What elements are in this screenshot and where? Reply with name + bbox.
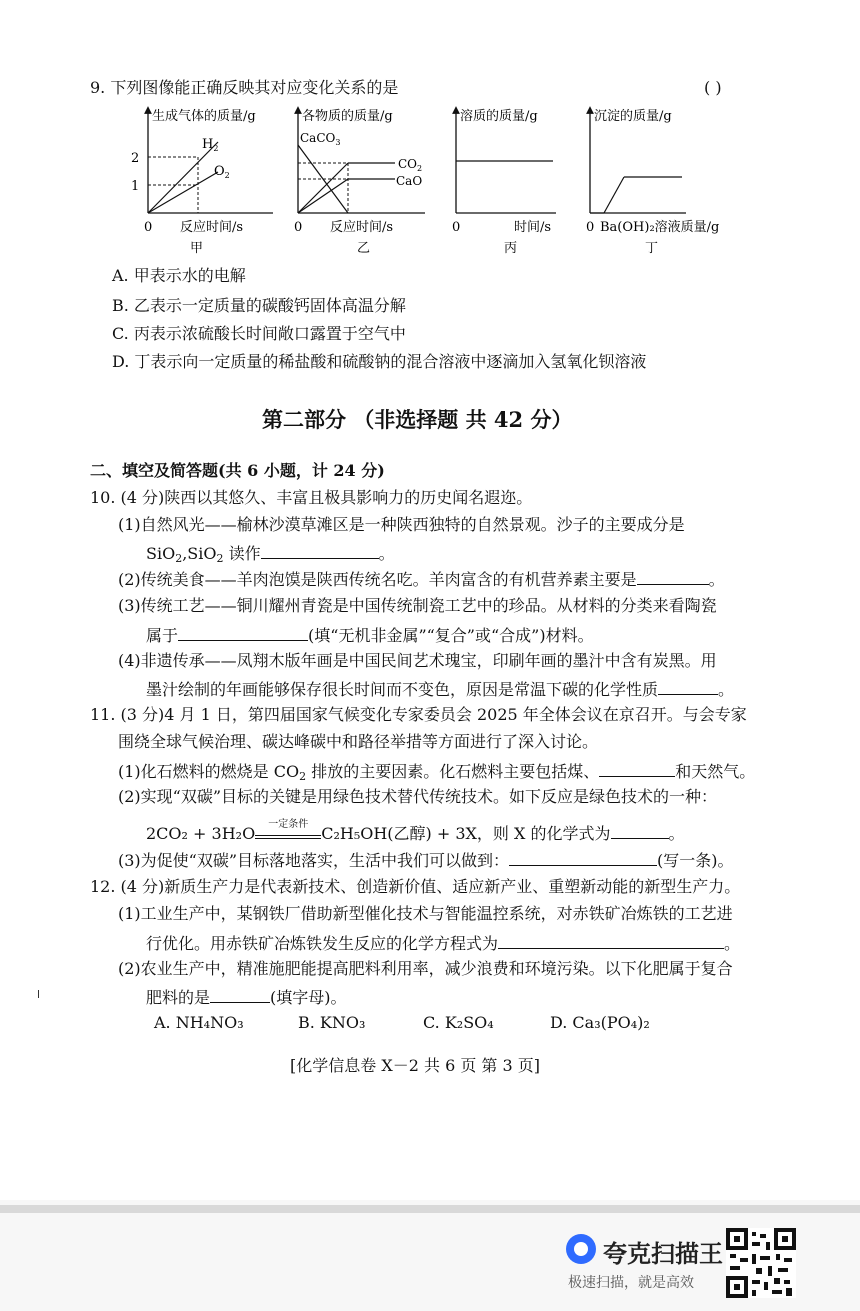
q11-part1: (1)化石燃料的燃烧是 $CO_2$ 排放的主要因素。化石燃料主要包括煤、 和天然气。	[118, 762, 756, 783]
qr-code-icon	[726, 1228, 796, 1298]
q11-part2: (2)实现“双碳”目标的关键是用绿色技术替代传统技术。如下反应是绿色技术的一种：	[118, 787, 718, 806]
q12-option-d: D. Ca₃(PO₄)₂	[550, 1013, 650, 1032]
q12-option-c: C. K₂SO₄	[423, 1013, 494, 1032]
graph-jia-tick-1: 1	[131, 179, 140, 194]
graph-bing-ylabel: 溶质的质量/g	[460, 109, 538, 124]
graph-ding	[576, 100, 746, 260]
scanner-slogan: 极速扫描，就是高效	[568, 1275, 694, 1291]
graph-yi-name: 乙	[357, 241, 371, 256]
graph-jia-name: 甲	[190, 241, 204, 256]
q10-1-answer-blank[interactable]	[261, 542, 379, 559]
scanner-brand: 夸克扫描王	[603, 1240, 723, 1268]
graph-jia	[128, 100, 298, 260]
q9-option-b: B. 乙表示一定质量的碳酸钙固体高温分解	[112, 296, 406, 315]
q11-1-answer-blank[interactable]	[599, 760, 675, 777]
scanner-divider	[0, 1205, 860, 1213]
q12-1-answer-blank[interactable]	[498, 932, 724, 949]
graph-bing	[438, 100, 578, 260]
graph-jia-tick-2: 2	[131, 151, 140, 166]
q12-option-b: B. KNO₃	[298, 1013, 366, 1032]
q10-stem: 10. (4 分)陕西以其悠久、丰富且极具影响力的历史闻名遐迩。	[90, 488, 533, 507]
q12-part2: (2)农业生产中，精准施肥能提高肥料利用率，减少浪费和环境污染。以下化肥属于复合	[118, 959, 733, 978]
q10-part1: (1)自然风光——榆林沙漠草滩区是一种陕西独特的自然景观。沙子的主要成分是	[118, 515, 685, 534]
q10-part1-cont: SiO$_2$,SiO$_2$ 读作 。	[146, 544, 395, 565]
q12-stem: 12. (4 分)新质生产力是代表新技术、创造新价值、适应新产业、重塑新动能的新型生产力。	[90, 877, 741, 896]
graph-ding-origin: 0	[586, 220, 595, 235]
q9-option-a: A. 甲表示水的电解	[112, 266, 246, 285]
q9-stem: 9. 下列图像能正确反映其对应变化关系的是	[90, 78, 399, 97]
q10-part2: (2)传统美食——羊肉泡馍是陕西传统名吃。羊肉富含的有机营养素主要是 。	[118, 570, 725, 589]
q11-2-answer-blank[interactable]	[611, 822, 669, 839]
q9-answer-paren: ( )	[704, 78, 722, 97]
graph-yi-cao-label: CaO	[396, 174, 423, 188]
q10-4-answer-blank[interactable]	[658, 678, 718, 695]
q10-part4-cont: 墨汁绘制的年画能够保存很长时间而不变色，原因是常温下碳的化学性质 。	[146, 680, 735, 699]
q9-option-c: C. 丙表示浓硫酸长时间敞口露置于空气中	[112, 324, 406, 343]
q10-part3-cont: 属于 (填“无机非金属”“复合”或“合成”)材料。	[146, 626, 594, 645]
graph-jia-o2-label: $O_2$	[214, 164, 230, 180]
graph-yi-caco3-label: CaCO$_3$	[300, 131, 341, 147]
part2-title: 第二部分 （非选择题 共 42 分）	[262, 407, 573, 432]
graph-ding-xlabel: Ba(OH)₂溶液质量/g	[600, 220, 720, 235]
graph-jia-ylabel: 生成气体的质量/g	[152, 109, 256, 124]
q12-part1-cont: 行优化。用赤铁矿冶炼铁发生反应的化学方程式为 。	[146, 934, 741, 953]
q12-2-answer-blank[interactable]	[210, 986, 270, 1003]
graph-yi-xlabel: 反应时间/s	[330, 220, 394, 235]
q11-equation: 2CO₂ + 3H₂O 一定条件 C₂H₅OH(乙醇) + 3X，则 X 的化学式为 。	[146, 819, 685, 843]
page-footer: [化学信息卷 X－2 共 6 页 第 3 页]	[290, 1056, 541, 1075]
q12-option-a: A. NH₄NO₃	[154, 1013, 244, 1032]
q11-stem-cont: 围绕全球气候治理、碳达峰碳中和路径举措等方面进行了深入讨论。	[118, 732, 599, 751]
q10-part3: (3)传统工艺——铜川耀州青瓷是中国传统制瓷工艺中的珍品。从材料的分类来看陶瓷	[118, 596, 717, 615]
margin-mark	[38, 990, 39, 998]
q10-part4: (4)非遗传承——凤翔木版年画是中国民间艺术瑰宝，印刷年画的墨汁中含有炭黑。用	[118, 651, 717, 670]
quark-logo-icon	[566, 1234, 596, 1264]
q12-part2-cont: 肥料的是 (填字母)。	[146, 988, 347, 1007]
q10-3-answer-blank[interactable]	[178, 624, 308, 641]
graph-jia-xlabel: 反应时间/s	[180, 220, 244, 235]
graph-yi-origin: 0	[294, 220, 303, 235]
graph-bing-origin: 0	[452, 220, 461, 235]
graph-jia-origin: 0	[144, 220, 153, 235]
section2-heading: 二、填空及简答题(共 6 小题，计 24 分)	[90, 461, 385, 480]
graph-yi-co2-line	[298, 163, 348, 213]
graph-yi-co2-label: $CO_2$	[398, 157, 423, 173]
graph-ding-name: 丁	[645, 241, 659, 256]
q11-stem: 11. (3 分)4 月 1 日，第四届国家气候变化专家委员会 2025 年全体会议在京召开。与会专家	[90, 705, 747, 724]
graph-ding-line	[604, 177, 624, 213]
graph-jia-h2-label: $H_2$	[202, 137, 219, 153]
graph-bing-name: 丙	[504, 241, 518, 256]
graph-yi-cao-line	[298, 179, 348, 213]
q11-part3: (3)为促使“双碳”目标落地落实，生活中我们可以做到： (写一条)。	[118, 851, 734, 870]
reaction-condition-arrow: 一定条件	[255, 826, 321, 839]
q10-2-answer-blank[interactable]	[637, 568, 709, 585]
graph-yi-ylabel: 各物质的质量/g	[302, 109, 393, 124]
graph-yi	[280, 100, 440, 260]
graph-bing-xlabel: 时间/s	[514, 220, 552, 235]
q12-part1: (1)工业生产中，某钢铁厂借助新型催化技术与智能温控系统，对赤铁矿冶炼铁的工艺进	[118, 904, 733, 923]
graph-ding-ylabel: 沉淀的质量/g	[594, 109, 672, 124]
q9-option-d: D. 丁表示向一定质量的稀盐酸和硫酸钠的混合溶液中逐滴加入氢氧化钡溶液	[112, 352, 647, 371]
q11-3-answer-blank[interactable]	[509, 849, 657, 866]
